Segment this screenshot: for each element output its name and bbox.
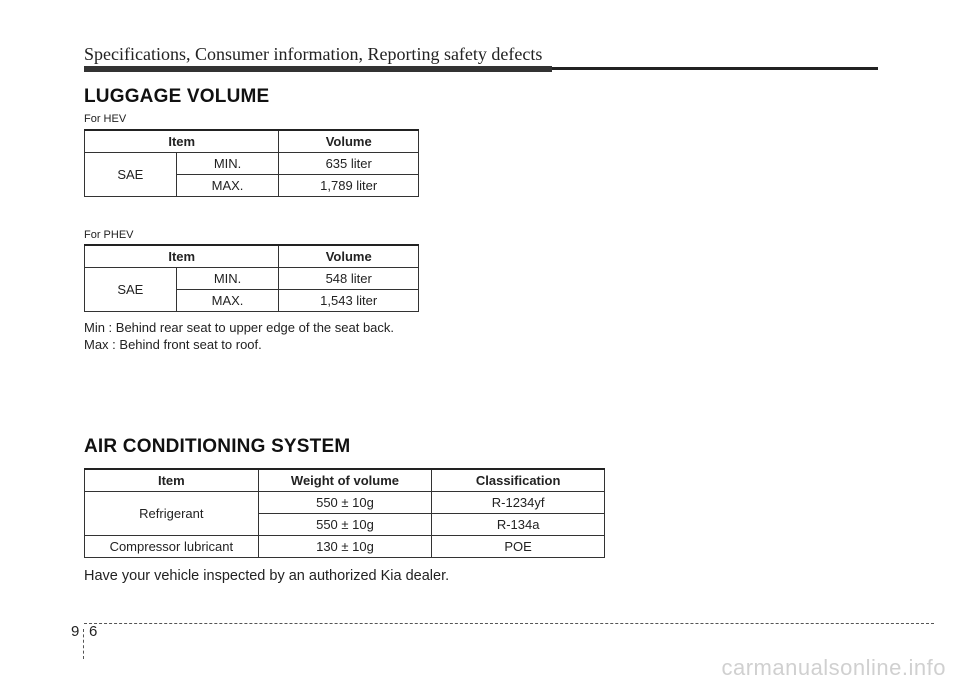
page-number: 6 (89, 623, 98, 640)
refrigerant-cell: Refrigerant (85, 492, 259, 536)
ac-col-item: Item (85, 469, 259, 492)
note-max: Max : Behind front seat to roof. (84, 337, 262, 352)
hev-label: For HEV (84, 113, 127, 125)
refrigerant-class-1: R-1234yf (432, 492, 605, 514)
hev-luggage-table (84, 129, 419, 197)
phev-luggage-table (84, 244, 419, 312)
phev-sae-cell: SAE (85, 268, 177, 312)
luggage-volume-heading: LUGGAGE VOLUME (84, 86, 270, 107)
phev-label: For PHEV (84, 229, 134, 241)
hev-sae-cell: SAE (85, 153, 177, 197)
compressor-item: Compressor lubricant (85, 536, 259, 558)
phev-col-item: Item (85, 245, 279, 268)
refrigerant-weight-2: 550 ± 10g (258, 514, 432, 536)
phev-max-value: 1,543 liter (279, 290, 419, 312)
page-header-title: Specifications, Consumer information, Reporting safety defects (84, 44, 543, 64)
ac-table (84, 468, 605, 558)
phev-min-label: MIN. (176, 268, 279, 290)
ac-col-weight: Weight of volume (258, 469, 432, 492)
footer-vertical-rule (83, 629, 84, 659)
phev-max-label: MAX. (176, 290, 279, 312)
hev-min-value: 635 liter (279, 153, 419, 175)
phev-min-value: 548 liter (279, 268, 419, 290)
hev-col-volume: Volume (279, 130, 419, 153)
refrigerant-class-2: R-134a (432, 514, 605, 536)
hev-min-label: MIN. (176, 153, 279, 175)
dealer-footnote: Have your vehicle inspected by an authorized Kia dealer. (84, 568, 450, 584)
hev-max-label: MAX. (176, 175, 279, 197)
table-row (85, 153, 419, 175)
table-row (85, 492, 605, 514)
compressor-weight: 130 ± 10g (258, 536, 432, 558)
table-row (85, 536, 605, 558)
table-row (85, 268, 419, 290)
compressor-class: POE (432, 536, 605, 558)
refrigerant-weight-1: 550 ± 10g (258, 492, 432, 514)
watermark: carmanualsonline.info (721, 655, 946, 680)
hev-col-item: Item (85, 130, 279, 153)
phev-col-volume: Volume (279, 245, 419, 268)
footer-dashed-rule (84, 623, 934, 624)
header-rule-accent (84, 66, 552, 72)
note-min: Min : Behind rear seat to upper edge of the seat back. (84, 320, 395, 335)
hev-max-value: 1,789 liter (279, 175, 419, 197)
ac-col-classification: Classification (432, 469, 605, 492)
chapter-number: 9 (71, 623, 80, 640)
air-conditioning-heading: AIR CONDITIONING SYSTEM (84, 436, 351, 457)
